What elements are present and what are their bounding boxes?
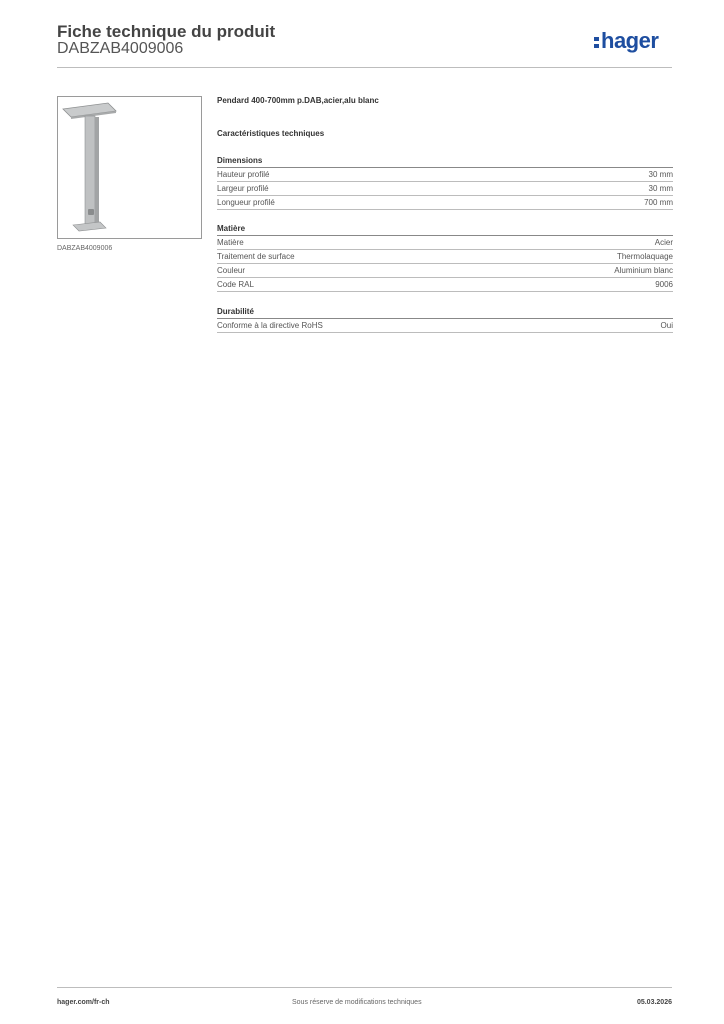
footer-disclaimer: Sous réserve de modifications techniques <box>292 999 422 1006</box>
spec-label: Hauteur profilé <box>217 170 270 179</box>
spec-row <box>217 264 673 278</box>
footer-website-link[interactable]: hager.com/fr-ch <box>57 999 110 1006</box>
section-title: Dimensions <box>217 156 673 168</box>
spec-label: Couleur <box>217 266 246 275</box>
spec-label: Conforme à la directive RoHS <box>217 321 323 330</box>
section-material <box>217 224 673 292</box>
footer-date: 05.03.2026 <box>636 999 672 1006</box>
spec-value: Thermolaquage <box>616 252 673 261</box>
spec-value: Aluminium blanc <box>614 266 673 275</box>
spec-value: Acier <box>654 238 673 247</box>
spec-row <box>217 182 673 196</box>
product-image <box>57 96 202 239</box>
section-title: Matière <box>217 224 673 236</box>
product-name: Pendard 400-700mm p.DAB,acier,alu blanc <box>217 96 379 105</box>
spec-label: Code RAL <box>217 280 254 289</box>
spec-row <box>217 196 673 210</box>
spec-label: Longueur profilé <box>217 198 275 207</box>
logo-dots-icon <box>594 35 600 49</box>
section-durability <box>217 307 673 333</box>
technical-characteristics-heading: Caractéristiques techniques <box>217 129 325 138</box>
page-title: Fiche technique du produit <box>57 22 276 41</box>
footer-divider <box>57 987 672 988</box>
spec-row <box>217 250 673 264</box>
pendant-pole-illustration <box>58 97 201 238</box>
spec-value: 9006 <box>655 280 673 289</box>
spec-value: Oui <box>660 321 673 330</box>
hager-logo[interactable] <box>594 28 658 54</box>
spec-label: Matière <box>217 238 244 247</box>
product-details <box>217 96 673 330</box>
header-divider <box>57 67 672 68</box>
spec-row <box>217 236 673 250</box>
image-caption: DABZAB4009006 <box>57 245 113 252</box>
spec-label: Traitement de surface <box>217 252 295 261</box>
spec-row <box>217 278 673 292</box>
section-dimensions <box>217 156 673 210</box>
spec-value: 30 mm <box>648 170 673 179</box>
section-title: Durabilité <box>217 307 673 319</box>
spec-row <box>217 168 673 182</box>
logo-text: hager <box>601 28 659 53</box>
spec-value: 700 mm <box>644 198 673 207</box>
spec-row <box>217 319 673 333</box>
spec-value: 30 mm <box>648 184 673 193</box>
spec-label: Largeur profilé <box>217 184 269 193</box>
product-code: DABZAB4009006 <box>57 40 184 57</box>
